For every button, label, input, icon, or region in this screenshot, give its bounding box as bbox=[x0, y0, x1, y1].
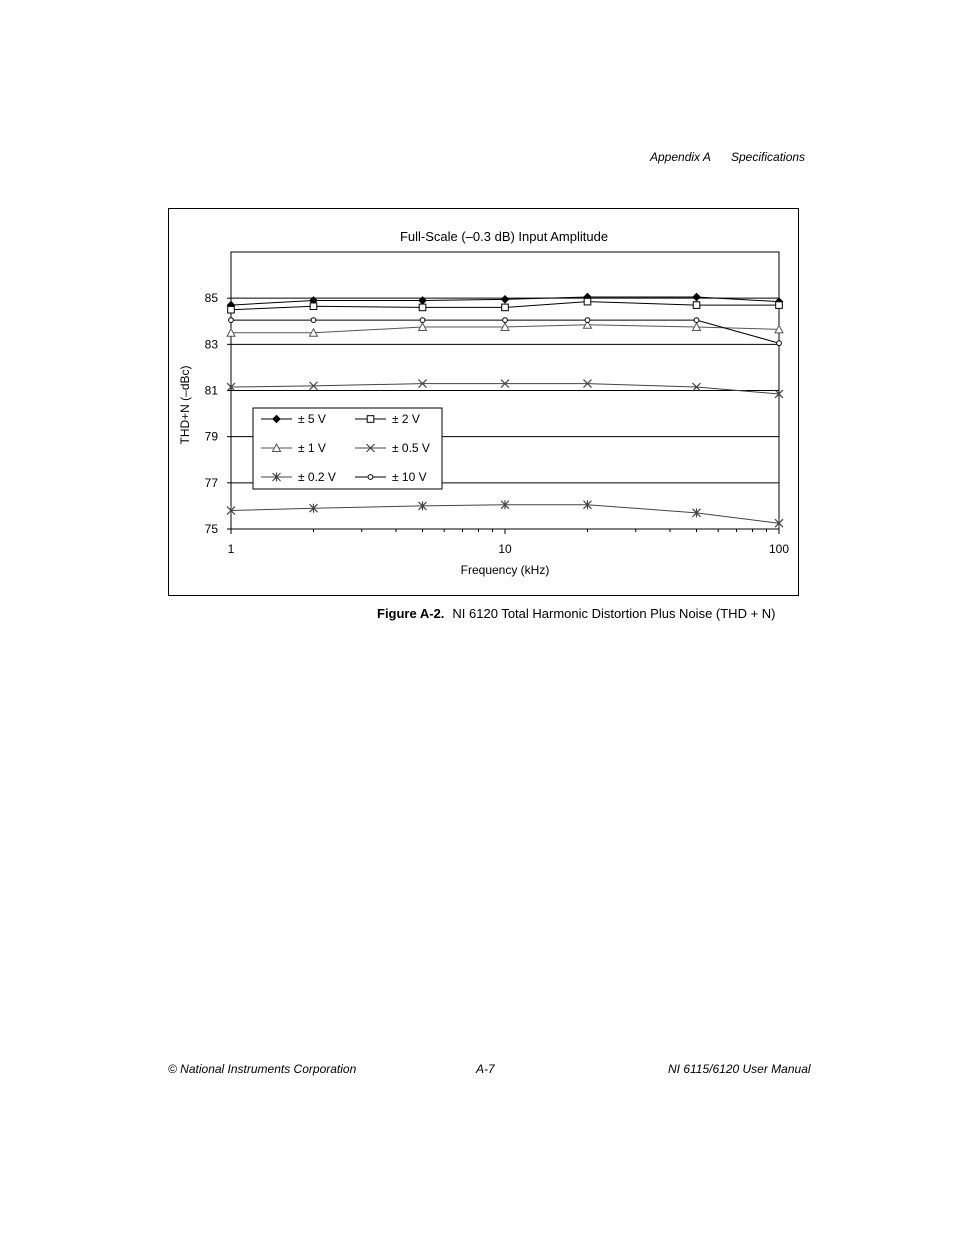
data-point bbox=[311, 318, 316, 323]
y-tick-label: 77 bbox=[204, 475, 218, 490]
y-tick-label: 81 bbox=[204, 383, 218, 398]
x-axis-label: Frequency (kHz) bbox=[460, 563, 550, 577]
y-tick-label: 85 bbox=[204, 291, 218, 306]
data-point bbox=[420, 318, 425, 323]
data-point bbox=[584, 298, 591, 305]
thd-chart bbox=[169, 209, 800, 597]
y-tick-label: 79 bbox=[204, 429, 218, 444]
data-point bbox=[694, 318, 699, 323]
legend bbox=[253, 408, 442, 489]
data-point bbox=[310, 303, 317, 310]
figure-caption-text: NI 6120 Total Harmonic Distortion Plus Noise (THD + N) bbox=[452, 606, 776, 621]
data-point bbox=[585, 318, 590, 323]
footer-left: © National Instruments Corporation bbox=[168, 1062, 357, 1076]
legend-label: ± 0.2 V bbox=[298, 470, 336, 484]
data-point bbox=[777, 341, 782, 346]
chart-title: Full-Scale (–0.3 dB) Input Amplitude bbox=[399, 229, 609, 244]
data-point bbox=[503, 318, 508, 323]
y-tick-label: 83 bbox=[204, 337, 218, 352]
data-point bbox=[502, 304, 509, 311]
legend-label: ± 1 V bbox=[298, 441, 326, 455]
legend-label: ± 10 V bbox=[392, 470, 427, 484]
data-point bbox=[419, 304, 426, 311]
footer-right: NI 6115/6120 User Manual bbox=[668, 1062, 811, 1076]
figure-caption bbox=[377, 606, 776, 621]
data-point bbox=[693, 293, 700, 300]
data-point bbox=[228, 306, 235, 313]
header-section: Appendix A bbox=[650, 150, 711, 164]
data-point bbox=[693, 302, 700, 309]
legend-label: ± 5 V bbox=[298, 412, 326, 426]
x-tick-label: 10 bbox=[498, 542, 512, 556]
legend-label: ± 0.5 V bbox=[392, 441, 430, 455]
y-axis-label: THD+N (–dBc) bbox=[178, 365, 192, 445]
header-title: Specifications bbox=[731, 150, 806, 164]
figure-label: Figure A-2. bbox=[377, 606, 445, 621]
data-point bbox=[229, 318, 234, 323]
data-point bbox=[776, 302, 783, 309]
series-2 bbox=[227, 321, 783, 337]
series-3 bbox=[227, 380, 783, 398]
x-tick-label: 100 bbox=[768, 542, 790, 556]
series-4 bbox=[227, 500, 783, 527]
x-tick-label: 1 bbox=[227, 542, 235, 556]
data-point bbox=[501, 296, 508, 303]
y-tick-label: 75 bbox=[204, 522, 218, 536]
figure-frame bbox=[168, 208, 799, 596]
legend-marker bbox=[368, 475, 373, 480]
legend-marker bbox=[367, 416, 374, 423]
footer-page-number: A-7 bbox=[476, 1062, 495, 1076]
legend-label: ± 2 V bbox=[392, 412, 420, 426]
